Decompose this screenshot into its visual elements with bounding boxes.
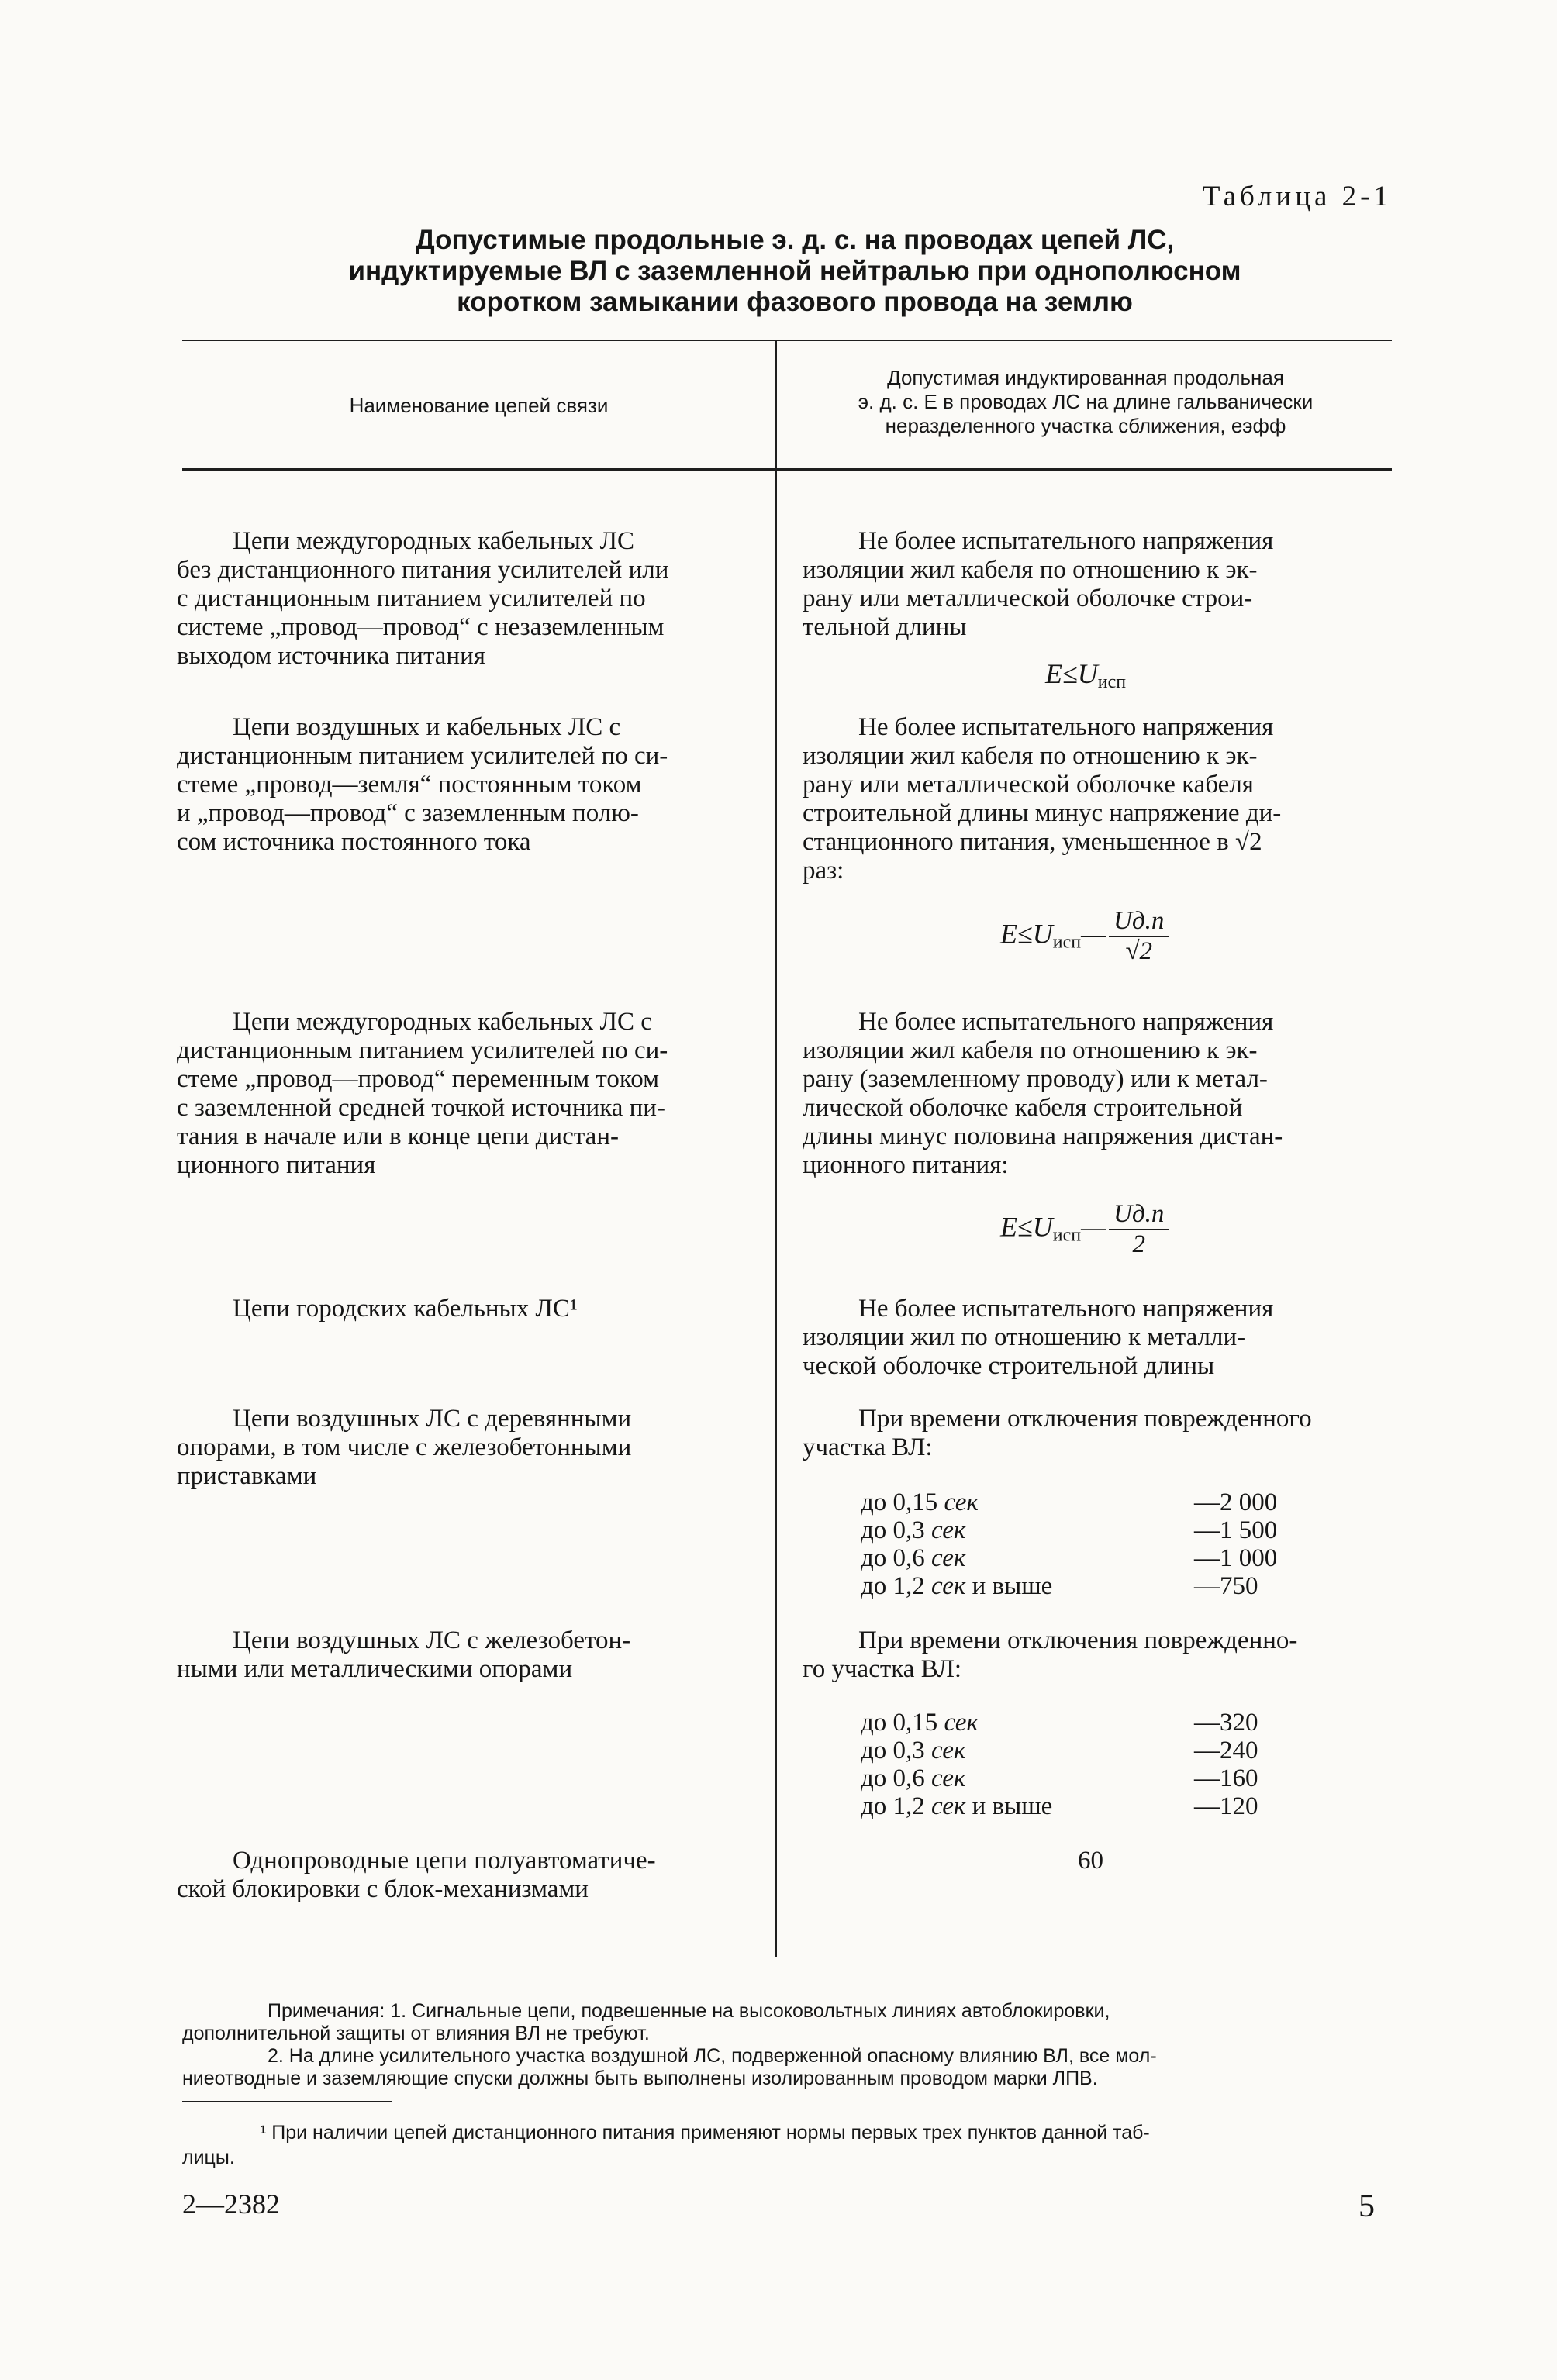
text-line: раз:: [803, 857, 844, 885]
formula-denominator: 2: [1132, 1230, 1145, 1258]
column-header-circuits: Наименование цепей связи: [349, 394, 609, 417]
time-value: до 0,6: [861, 1764, 925, 1792]
formula-fraction: [1109, 907, 1169, 966]
text-line: ческой оболочке строительной длины: [803, 1352, 1215, 1380]
text-line: дистанционным питанием усилителей по си-: [177, 742, 668, 770]
emf-value: —240: [1194, 1737, 1258, 1764]
text-line: без дистанционного питания усилителей или: [177, 556, 669, 584]
page-number: 5: [1358, 2189, 1375, 2224]
text-line: рану или металлической оболочке строи-: [803, 585, 1253, 612]
text-line: участка ВЛ:: [803, 1433, 933, 1461]
text-line: изоляции жил по отношению к металли-: [803, 1323, 1246, 1351]
time-value: до 1,2: [861, 1792, 925, 1820]
text-line: строительной длины минус напряжение ди-: [803, 799, 1282, 827]
formula-lhs: E≤U: [1045, 658, 1098, 689]
text-line: Однопроводные цепи полуавтоматиче-: [233, 1847, 656, 1875]
text-line: рану (заземленному проводу) или к метал-: [803, 1065, 1268, 1093]
time-unit: сек: [931, 1516, 966, 1544]
note-line: дополнительной защиты от влияния ВЛ не требуют.: [182, 2023, 650, 2044]
text-line: станционного питания, уменьшенное в √2: [803, 828, 1262, 856]
text-line: системе „провод—провод“ с незаземленным: [177, 613, 665, 641]
time-unit: сек: [931, 1737, 966, 1764]
table-header-rule: [182, 468, 1392, 471]
formula-minus: —: [1081, 1211, 1106, 1243]
note-line: 2. На длине усилительного участка воздушной ЛС, подверженной опасному влиянию ВЛ, все мол-: [268, 2045, 1157, 2067]
text-line: Не более испытательного напряжения: [858, 527, 1274, 555]
footnote-line: ¹ При наличии цепей дистанционного питания применяют нормы первых трех пунктов данной таб-: [260, 2122, 1150, 2144]
formula-fraction: [1109, 1200, 1169, 1259]
time-suffix: и выше: [972, 1572, 1053, 1600]
text-line: ными или металлическими опорами: [177, 1655, 573, 1683]
text-line: Цепи междугородных кабельных ЛС: [233, 527, 634, 555]
time-unit: сек: [931, 1792, 966, 1820]
title-line: Допустимые продольные э. д. с. на проводах цепей ЛС,: [415, 225, 1175, 255]
time-unit: сек: [931, 1544, 966, 1572]
table-row-1-limit: [803, 527, 1388, 642]
text-line: Цепи воздушных ЛС с деревянными: [233, 1405, 632, 1433]
formula-subscript: исп: [1097, 672, 1127, 692]
text-line: лической оболочке кабеля строительной: [803, 1094, 1243, 1122]
text-line: длины минус половина напряжения дистан-: [803, 1123, 1283, 1150]
text-line: изоляции жил кабеля по отношению к эк-: [803, 1037, 1258, 1064]
time-value: до 1,2: [861, 1572, 925, 1600]
table-row-7-name: [177, 1847, 758, 1904]
emf-value: —2 000: [1194, 1488, 1278, 1516]
emf-value: —320: [1194, 1709, 1258, 1737]
table-column-divider: [775, 341, 777, 1957]
text-line: с дистанционным питанием усилителей по: [177, 585, 646, 612]
footnote-rule: [182, 2101, 392, 2102]
formula-lhs: E≤U: [1000, 918, 1053, 950]
table-notes: [182, 2000, 1392, 2090]
table-row-3-name: [177, 1008, 758, 1180]
text-line: Не более испытательного напряжения: [858, 1008, 1274, 1036]
text-line: Цепи городских кабельных ЛС¹: [233, 1295, 578, 1323]
time-value: до 0,3: [861, 1737, 925, 1764]
text-line: приставками: [177, 1462, 317, 1490]
text-line: стеме „провод—провод“ переменным током: [177, 1065, 659, 1093]
text-line: тания в начале или в конце цепи дистан-: [177, 1123, 619, 1150]
column-header-line: э. д. с. E в проводах ЛС на длине гальванически: [858, 390, 1314, 413]
title-line: индуктируемые ВЛ с заземленной нейтралью при однополюсном: [348, 256, 1241, 286]
document-code: 2—2382: [182, 2189, 280, 2220]
text-line: Не более испытательного напряжения: [858, 713, 1274, 741]
text-line: и „провод—провод“ с заземленным полю-: [177, 799, 639, 827]
text-line: стеме „провод—земля“ постоянным током: [177, 771, 642, 799]
time-unit: сек: [944, 1709, 979, 1737]
text-line: опорами, в том числе с железобетонными: [177, 1433, 632, 1461]
column-header-line: неразделенного участка сближения, eэфф: [885, 414, 1286, 437]
time-value: до 0,3: [861, 1516, 925, 1544]
formula-row-1: [1045, 657, 1126, 693]
table-row-6-name: [177, 1626, 758, 1684]
text-line: тельной длины: [803, 613, 967, 641]
formula-minus: —: [1081, 918, 1106, 950]
formula-numerator: Uд.п: [1109, 1200, 1169, 1230]
note-line: ниеотводные и заземляющие спуски должны быть выполнены изолированным проводом марки ЛПВ.: [182, 2068, 1098, 2089]
table-row-4-limit: [803, 1295, 1388, 1381]
time-unit: сек: [931, 1572, 966, 1600]
table-row-4-name: [177, 1295, 758, 1323]
formula-subscript: исп: [1052, 1225, 1082, 1246]
text-line: ционного питания: [177, 1151, 376, 1179]
text-line: дистанционным питанием усилителей по си-: [177, 1037, 668, 1064]
emf-value: —750: [1194, 1572, 1258, 1600]
text-line: ской блокировки с блок-механизмами: [177, 1875, 589, 1903]
emf-value: —120: [1194, 1792, 1258, 1820]
formula-lhs: E≤U: [1000, 1211, 1053, 1243]
text-line: При времени отключения поврежденного: [858, 1405, 1312, 1433]
table-row-5-limit: [803, 1405, 1388, 1462]
text-line: Не более испытательного напряжения: [858, 1295, 1274, 1323]
table-row-2-limit: [803, 713, 1388, 885]
table-row-2-name: [177, 713, 758, 857]
text-line: го участка ВЛ:: [803, 1655, 962, 1683]
table-row-1-name: [177, 527, 758, 671]
table-title: [186, 225, 1403, 318]
text-line: сом источника постоянного тока: [177, 828, 531, 856]
time-value: до 0,6: [861, 1544, 925, 1572]
emf-value: —1 000: [1194, 1544, 1278, 1572]
table-row-7-limit: 60: [1078, 1847, 1103, 1875]
emf-value: —160: [1194, 1764, 1258, 1792]
text-line: Цепи воздушных ЛС с железобетон-: [233, 1626, 631, 1654]
text-line: ционного питания:: [803, 1151, 1009, 1179]
time-unit: сек: [931, 1764, 966, 1792]
footnote-line: лицы.: [182, 2147, 235, 2168]
column-header-emf: [783, 366, 1388, 438]
text-line: выходом источника питания: [177, 642, 485, 670]
footnote: [182, 2120, 1392, 2170]
time-suffix: и выше: [972, 1792, 1053, 1820]
time-unit: сек: [944, 1488, 979, 1516]
text-line: рану или металлической оболочке кабеля: [803, 771, 1254, 799]
table-row-3-limit: [803, 1008, 1388, 1180]
text-line: с заземленной средней точкой источника пи-: [177, 1094, 665, 1122]
time-value: до 0,15: [861, 1709, 938, 1737]
text-line: Цепи междугородных кабельных ЛС с: [233, 1008, 652, 1036]
formula-row-2: [1000, 907, 1169, 966]
formula-row-3: [1000, 1200, 1169, 1259]
column-header-line: Допустимая индуктированная продольная: [887, 366, 1284, 389]
time-value: до 0,15: [861, 1488, 938, 1516]
formula-subscript: исп: [1052, 932, 1082, 953]
text-line: изоляции жил кабеля по отношению к эк-: [803, 556, 1258, 584]
title-line: коротком замыкании фазового провода на землю: [457, 287, 1133, 317]
text-line: изоляции жил кабеля по отношению к эк-: [803, 742, 1258, 770]
emf-value: —1 500: [1194, 1516, 1278, 1544]
text-line: Цепи воздушных и кабельных ЛС с: [233, 713, 621, 741]
table-top-rule: [182, 340, 1392, 341]
table-row-6-limit: [803, 1626, 1388, 1684]
text-line: При времени отключения поврежденно-: [858, 1626, 1298, 1654]
note-line: Примечания: 1. Сигнальные цепи, подвешенные на высоковольтных линиях автоблокировки,: [268, 2000, 1110, 2022]
formula-denominator: √2: [1125, 937, 1153, 965]
table-label: Таблица 2-1: [1202, 181, 1392, 212]
formula-numerator: Uд.п: [1109, 907, 1169, 937]
table-row-5-name: [177, 1405, 758, 1491]
